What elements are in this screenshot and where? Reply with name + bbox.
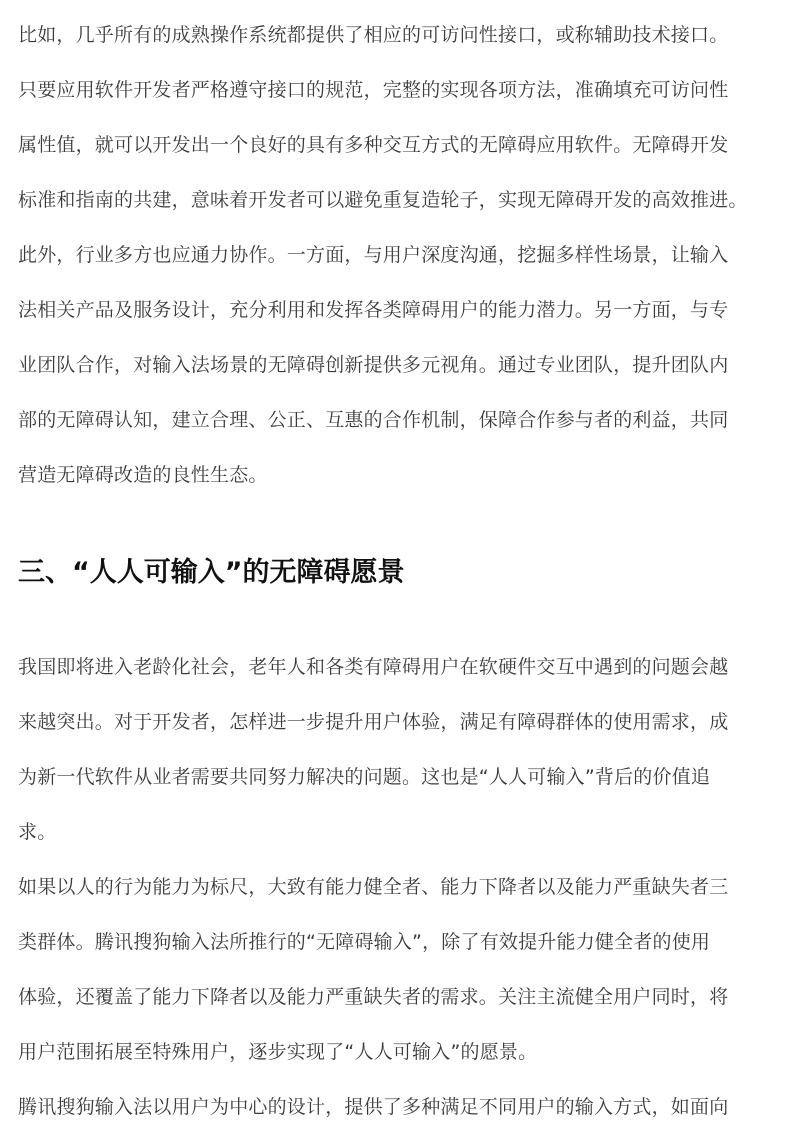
text-line: 比如，几乎所有的成熟操作系统都提供了相应的可访问性接口，或称辅助技术接口。 — [18, 24, 729, 46]
text-line: 此外，行业多方也应通力协作。一方面，与用户深度沟通，挖掘多样性场景，让输入 — [18, 244, 729, 266]
text-line: 法相关产品及服务设计，充分利用和发挥各类障碍用户的能力潜力。另一方面，与专 — [18, 299, 729, 321]
text-line: 部的无障碍认知，建立合理、公正、互惠的合作机制，保障合作参与者的利益，共同 — [18, 409, 729, 431]
paragraph-aging-society — [18, 640, 778, 860]
text-line: 类群体。腾讯搜狗输入法所推行的“无障碍输入”，除了有效提升能力健全者的使用 — [18, 931, 711, 953]
text-line: 如果以人的行为能力为标尺，大致有能力健全者、能力下降者以及能力严重缺失者三 — [18, 876, 729, 898]
text-line: 来越突出。对于开发者，怎样进一步提升用户体验，满足有障碍群体的使用需求，成 — [18, 711, 729, 733]
text-line: 求。 — [18, 821, 57, 843]
text-line: 腾讯搜狗输入法以用户为中心的设计，提供了多种满足不同用户的输入方式，如面向 — [18, 1096, 729, 1118]
section-heading: 三、“人人可输入”的无障碍愿景 — [18, 557, 405, 588]
paragraph-user-centered-design — [18, 1080, 778, 1135]
text-line: 我国即将进入老龄化社会，老年人和各类有障碍用户在软硬件交互中遇到的问题会越 — [18, 656, 729, 678]
paragraph-user-groups — [18, 860, 778, 1080]
text-line: 属性值，就可以开发出一个良好的具有多种交互方式的无障碍应用软件。无障碍开发 — [18, 134, 729, 156]
text-line: 用户范围拓展至特殊用户，逐步实现了“人人可输入”的愿景。 — [18, 1041, 538, 1063]
paragraph-industry-collaboration — [18, 228, 778, 503]
text-line: 营造无障碍改造的良性生态。 — [18, 464, 268, 486]
article-body — [18, 8, 778, 1118]
text-line: 标准和指南的共建，意味着开发者可以避免重复造轮子，实现无障碍开发的高效推进。 — [18, 189, 748, 211]
text-line: 体验，还覆盖了能力下降者以及能力严重缺失者的需求。关注主流健全用户同时，将 — [18, 986, 729, 1008]
text-line: 为新一代软件从业者需要共同努力解决的问题。这也是“人人可输入”背后的价值追 — [18, 766, 711, 788]
text-line: 业团队合作，对输入法场景的无障碍创新提供多元视角。通过专业团队，提升团队内 — [18, 354, 729, 376]
paragraph-accessibility-interfaces — [18, 8, 778, 228]
section-vision — [18, 640, 778, 1135]
text-line: 只要应用软件开发者严格遵守接口的规范，完整的实现各项方法，准确填充可访问性 — [18, 79, 729, 101]
